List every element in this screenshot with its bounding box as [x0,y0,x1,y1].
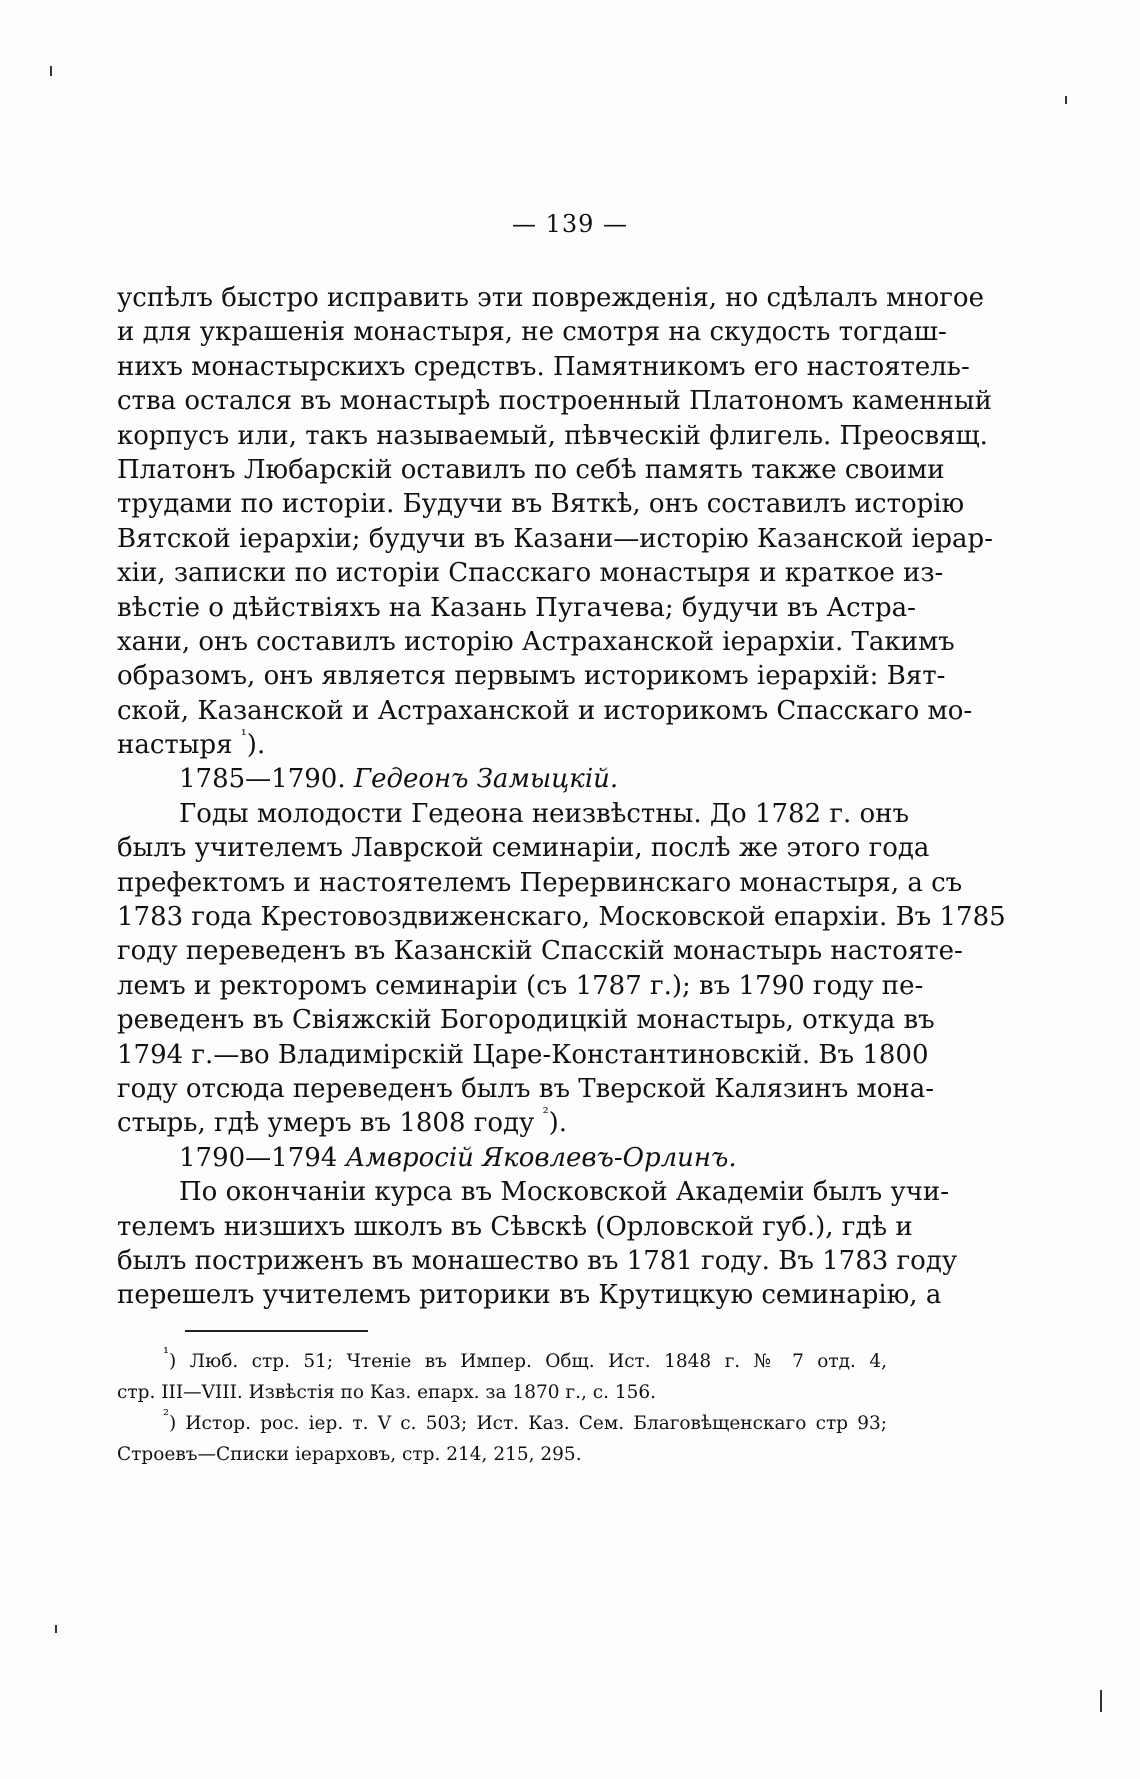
line-text-end: ). [246,730,266,761]
footnotes [117,1346,887,1470]
text-line: году отсюда переведенъ былъ въ Тверской Калязинъ мона- [117,1073,935,1104]
text-line: префектомъ и настоятелемъ Перервинскаго монастыря, а съ [117,867,963,898]
main-text [117,281,1006,1313]
heading-years: 1785—1790. [179,764,354,795]
text-line: успѣлъ быстро исправить эти поврежденія, но сдѣлалъ многое [117,283,984,313]
text-line: лемъ и ректоромъ семинаріи (съ 1787 г.); въ 1790 году пе- [117,970,924,1001]
footnote-ref: ¹ [240,726,247,745]
section-heading-gedeon [117,762,887,796]
text-line: 1794 г.—во Владимірскій Царе-Константиновскій. Въ 1800 [117,1039,929,1070]
section-heading-amvrosiy [117,1141,887,1175]
text-line: и для украшенія монастыря, не смотря на скудость тогдаш- [117,317,947,348]
footnote-marker: ¹ [163,1344,170,1362]
line-text: настыря [117,730,241,761]
text-line: трудами по исторіи. Будучи въ Вяткѣ, онъ составилъ исторію [117,489,965,520]
text-line: телемъ низшихъ школъ въ Сѣвскѣ (Орловской губ.), гдѣ и [117,1211,913,1242]
text-line [117,728,887,762]
heading-name: Гедеонъ Замыцкій. [353,764,619,795]
footnote-text: ) Истор. рос. іер. т. V с. 503; Ист. Каз. Сем. Благовѣщенскаго стр 93; [169,1413,887,1434]
text-line: 1783 года Крестовоздвиженскаго, Московской епархіи. Въ 1785 [117,902,1006,933]
text-line: реведенъ въ Свіяжскій Богородицкій монастырь, откуда въ [117,1005,935,1036]
text-line [117,1106,887,1140]
text-line: ской, Казанской и Астраханской и историкомъ Спасскаго мо- [117,695,973,726]
text-line: Платонъ Любарскій оставилъ по себѣ память также своими [117,454,945,485]
footnote-text: ) Люб. стр. 51; Чтеніе въ Импер. Общ. Ист. 1848 г. № 7 отд. 4, [169,1351,887,1372]
text-line: По окончаніи курса въ Московской Академіи былъ учи- [179,1177,950,1208]
footnote-line: Строевъ—Списки іерарховъ, стр. 214, 215, 295. [117,1444,582,1465]
text-line: Годы молодости Гедеона неизвѣстны. До 1782 г. онъ [179,798,910,829]
line-text-end: ). [548,1108,568,1139]
text-line: былъ постриженъ въ монашество въ 1781 году. Въ 1783 году [117,1245,958,1276]
text-line: хани, онъ составилъ исторію Астраханской іерархіи. Такимъ [117,626,955,657]
scan-mark [1065,96,1067,104]
footnote-marker: ² [163,1406,170,1424]
text-line: ства остался въ монастырѣ построенный Платономъ каменный [117,386,992,417]
scan-mark [50,66,52,76]
footnote-line [117,1346,887,1377]
text-line: былъ учителемъ Лаврской семинаріи, послѣ же этого года [117,833,930,864]
footnote-divider [185,1330,368,1332]
page-number: — 139 — [511,210,629,238]
heading-name: Амвросій Яковлевъ-Орлинъ. [345,1142,737,1173]
text-line: перешелъ учителемъ риторики въ Крутицкую семинарію, а [117,1280,942,1311]
footnote-line [117,1408,887,1439]
heading-years: 1790—1794 [179,1142,346,1173]
footnote-line: стр. III—VIII. Извѣстія по Каз. епарх. за 1870 г., с. 156. [117,1382,657,1403]
text-line: образомъ, онъ является первымъ историкомъ іерархій: Вят- [117,661,946,692]
text-line: хіи, записки по исторіи Спасскаго монастыря и краткое из- [117,558,944,589]
scan-mark [1100,1690,1102,1712]
footnote-ref: ² [542,1104,549,1123]
text-line: вѣстіе о дѣйствіяхъ на Казань Пугачева; будучи въ Астра- [117,592,916,623]
line-text: стырь, гдѣ умеръ въ 1808 году [117,1108,543,1139]
text-line: году переведенъ въ Казанскій Спасскій монастырь настояте- [117,936,963,967]
text-line: нихъ монастырскихъ средствъ. Памятникомъ его настоятель- [117,351,970,382]
text-line: Вятской іерархіи; будучи въ Казани—исторію Казанской іерар- [117,523,993,554]
text-line: корпусъ или, такъ называемый, пѣвческій флигель. Преосвящ. [117,420,988,451]
scan-mark [55,1625,57,1633]
